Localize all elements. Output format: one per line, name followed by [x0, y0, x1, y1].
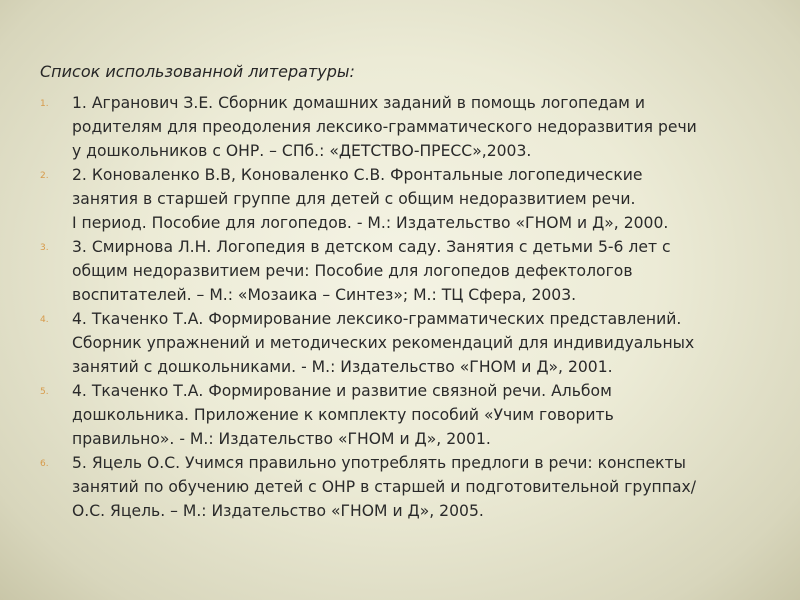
reference-line: у дошкольников с ОНР. – СПб.: «ДЕТСТВО-ПРЕСС»,2003.: [72, 142, 532, 160]
reference-line: родителям для преодоления лексико-грамматического недоразвития речи: [72, 118, 697, 136]
reference-line: О.С. Яцель. – М.: Издательство «ГНОМ и Д», 2005.: [72, 502, 484, 520]
reference-line: занятий с дошкольниками. - М.: Издательство «ГНОМ и Д», 2001.: [72, 358, 613, 376]
reference-line: Сборник упражнений и методических рекомендаций для индивидуальных: [72, 334, 695, 352]
list-marker: 1.: [40, 99, 49, 109]
list-marker: 6.: [40, 459, 49, 469]
reference-line: I период. Пособие для логопедов. - М.: Издательство «ГНОМ и Д», 2000.: [72, 214, 669, 232]
reference-line: 5. Яцель О.С. Учимся правильно употреблять предлоги в речи: конспекты: [72, 454, 686, 472]
reference-item: [40, 163, 770, 235]
reference-item: [40, 451, 770, 523]
reference-line: 4. Ткаченко Т.А. Формирование и развитие связной речи. Альбом: [72, 382, 612, 400]
reference-line: 2. Коноваленко В.В, Коноваленко С.В. Фронтальные логопедические: [72, 166, 643, 184]
reference-item: [40, 379, 770, 451]
reference-list: [40, 91, 770, 523]
reference-line: общим недоразвитием речи: Пособие для логопедов дефектологов: [72, 262, 633, 280]
reference-line: 1. Агранович З.Е. Сборник домашних заданий в помощь логопедам и: [72, 94, 646, 112]
reference-line: 3. Смирнова Л.Н. Логопедия в детском саду. Занятия с детьми 5-6 лет с: [72, 238, 671, 256]
reference-line: правильно». - М.: Издательство «ГНОМ и Д», 2001.: [72, 430, 491, 448]
list-marker: 2.: [40, 171, 49, 181]
reference-item: [40, 235, 770, 307]
slide-content: [40, 62, 770, 523]
list-marker: 5.: [40, 387, 49, 397]
reference-item: [40, 91, 770, 163]
reference-line: 4. Ткаченко Т.А. Формирование лексико-грамматических представлений.: [72, 310, 682, 328]
reference-line: дошкольника. Приложение к комплекту пособий «Учим говорить: [72, 406, 614, 424]
list-marker: 3.: [40, 243, 49, 253]
reference-item: [40, 307, 770, 379]
reference-line: занятий по обучению детей с ОНР в старшей и подготовительной группах/: [72, 478, 696, 496]
reference-line: занятия в старшей группе для детей с общим недоразвитием речи.: [72, 190, 636, 208]
slide-heading: Список использованной литературы:: [40, 62, 355, 81]
reference-line: воспитателей. – М.: «Мозаика – Синтез»; М.: ТЦ Сфера, 2003.: [72, 286, 577, 304]
list-marker: 4.: [40, 315, 49, 325]
